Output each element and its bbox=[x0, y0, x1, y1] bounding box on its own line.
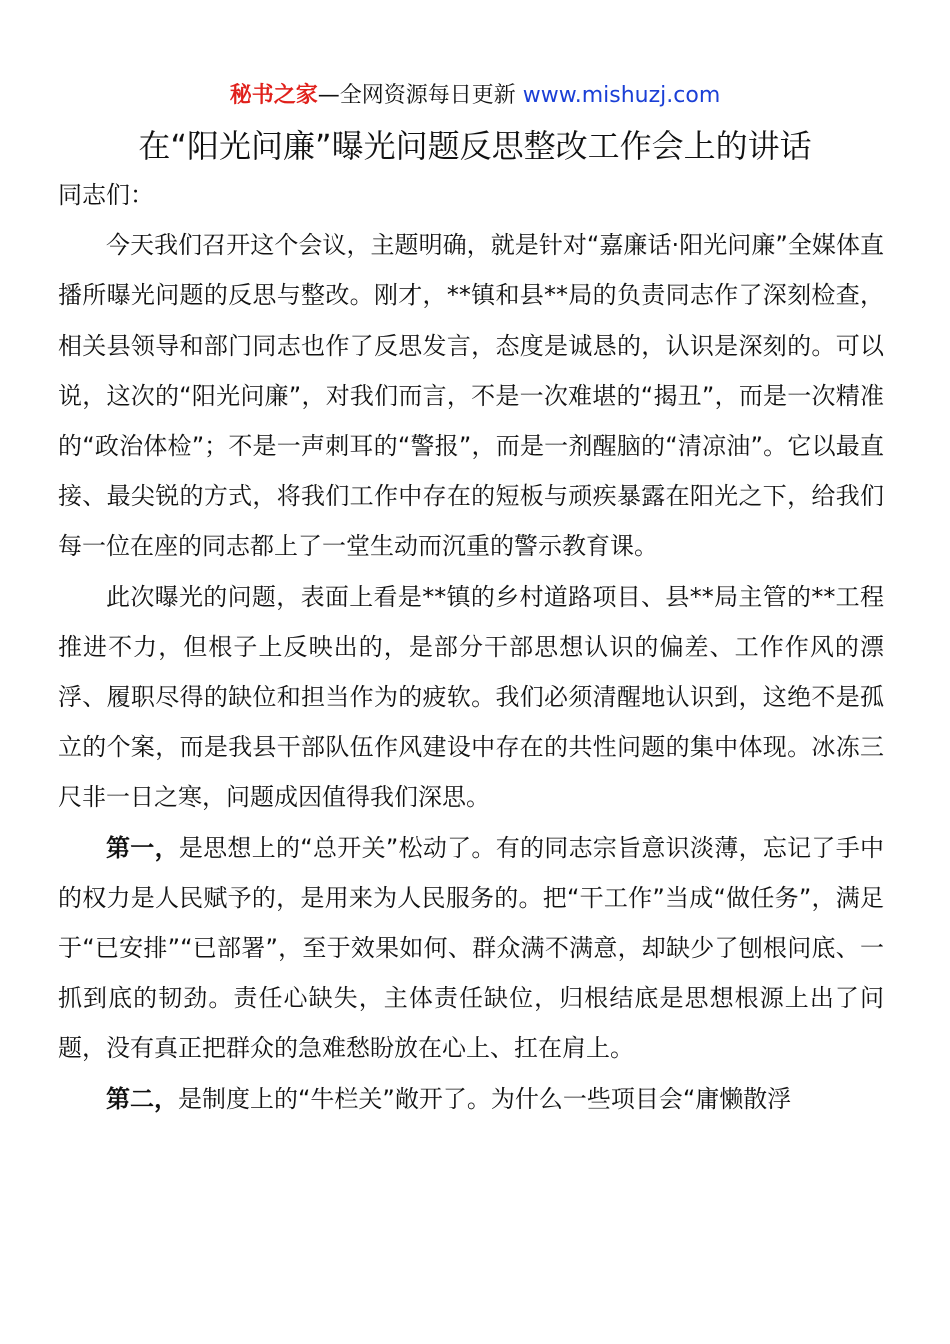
paragraph-text: 今天我们召开这个会议，主题明确，就是针对“嘉廉话·阳光问廉”全媒体直播所曝光问题的反思与整改。刚才，**镇和县**局的负责同志作了深刻检查，相关县领导和部门同志也作了反思发言，态度是诚恳的，认识是深刻的。可以说，这次的“阳光问廉”，对我们而言，不是一次难堪的“揭丑”，而是一次精准的“政治体检”；不是一声刺耳的“警报”，而是一剂醒脑的“清凉油”。它以最直接、最尖锐的方式，将我们工作中存在的短板与顽疾暴露在阳光之下，给我们每一位在座的同志都上了一堂生动而沉重的警示教育课。 bbox=[58, 231, 884, 561]
paragraph bbox=[58, 1074, 884, 1124]
page-title: 在“阳光问廉”曝光问题反思整改工作会上的讲话 bbox=[138, 127, 812, 165]
paragraph-lead: 第一， bbox=[106, 833, 179, 862]
paragraph-text: 此次曝光的问题，表面上看是**镇的乡村道路项目、县**局主管的**工程推进不力，但根子上反映出的，是部分干部思想认识的偏差、工作作风的漂浮、履职尽得的缺位和担当作为的疲软。我们必须清醒地认识到，这绝不是孤立的个案，而是我县干部队伍作风建设中存在的共性问题的集中体现。冰冻三尺非一日之寒，问题成因值得我们深思。 bbox=[58, 582, 884, 812]
brand-name: 秘书之家 bbox=[229, 83, 318, 108]
site-header bbox=[0, 80, 950, 112]
salutation: 同志们： bbox=[58, 181, 154, 209]
paragraph-text: 是思想上的“总开关”松动了。有的同志宗旨意识淡薄，忘记了手中的权力是人民赋予的，是用来为人民服务的。把“干工作”当成“做任务”，满足于“已安排”“已部署”，至于效果如何、群众满不满意，却缺少了刨根问底、一抓到底的韧劲。责任心缺失，主体责任缺位，归根结底是思想根源上出了问题，没有真正把群众的急难愁盼放在心上、扛在肩上。 bbox=[58, 833, 884, 1063]
paragraph bbox=[58, 220, 884, 571]
paragraph-text: 是制度上的“牛栏关”敞开了。为什么一些项目会“庸懒散浮 bbox=[178, 1084, 792, 1113]
site-link[interactable]: www.mishuzj.com bbox=[522, 83, 721, 108]
document-body bbox=[58, 170, 884, 1124]
paragraph bbox=[58, 823, 884, 1074]
paragraph bbox=[58, 572, 884, 823]
header-tagline: —全网资源每日更新 bbox=[317, 83, 523, 108]
paragraph-lead: 第二， bbox=[106, 1084, 178, 1113]
